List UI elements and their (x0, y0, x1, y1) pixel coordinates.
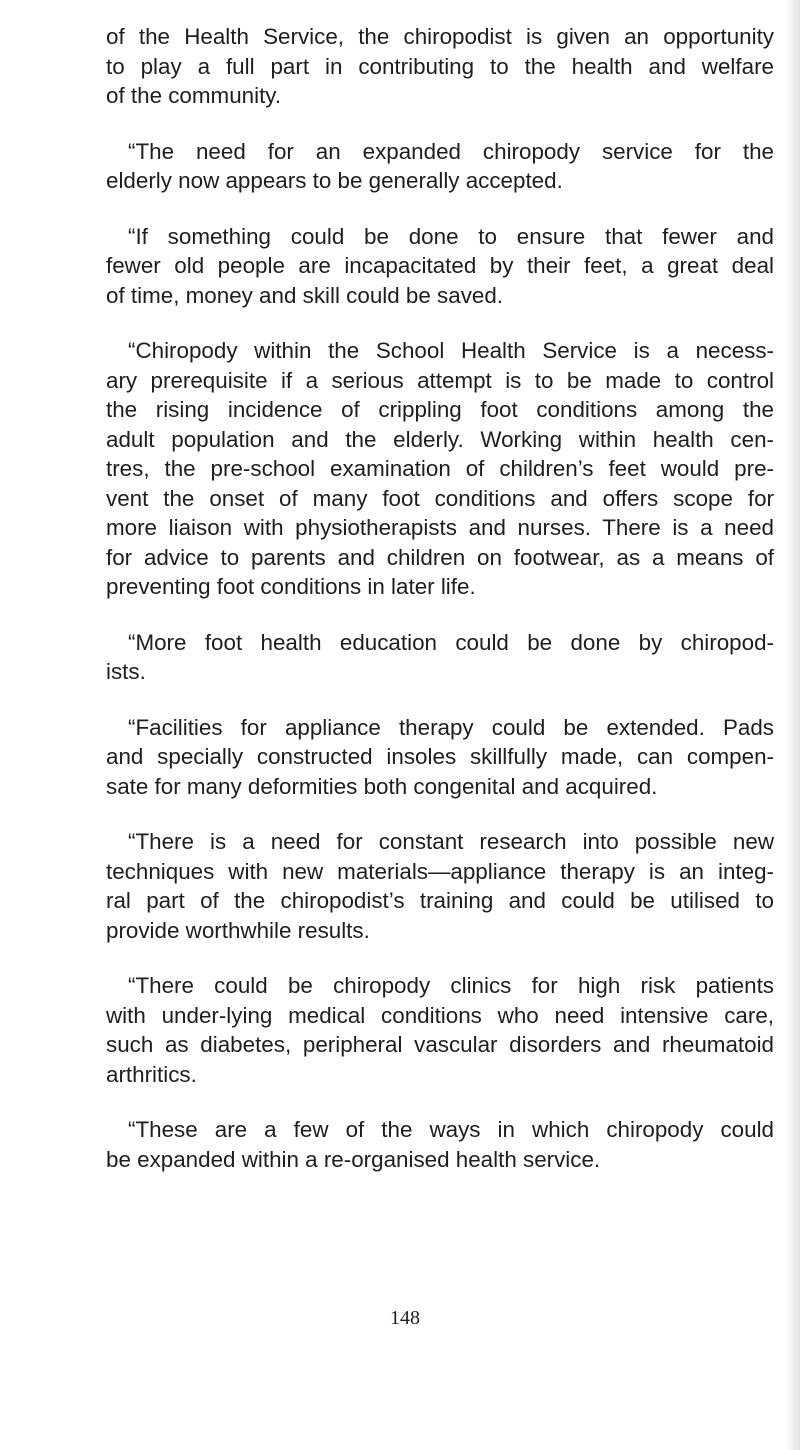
text-line: “These are a few of the ways in which chiropody could (128, 1117, 774, 1142)
text-line: “There is a need for constant research into possible new (128, 829, 774, 854)
text-line: of time, money and skill could be saved. (106, 282, 504, 308)
paragraph-9 (106, 1115, 774, 1174)
text-line: vent the onset of many foot conditions and offers scope for (106, 485, 774, 511)
paragraph-7 (106, 827, 774, 945)
text-line: and specially constructed insoles skillfully made, can compen- (106, 744, 774, 769)
text-line: of the Health Service, the chiropodist is given an opportunity (106, 24, 774, 49)
paragraph-6 (106, 713, 774, 802)
paragraph-1 (106, 22, 774, 111)
paragraph-4 (106, 336, 774, 602)
paragraph-3 (106, 222, 774, 311)
text-line: adult population and the elderly. Working within health cen- (106, 426, 774, 452)
text-line: elderly now appears to be generally accepted. (106, 168, 563, 193)
text-line: for advice to parents and children on footwear, as a means of (106, 544, 774, 570)
text-line: ists. (106, 659, 146, 684)
text-line: “Facilities for appliance therapy could be extended. Pads (128, 714, 774, 740)
text-line: arthritics. (106, 1061, 197, 1087)
text-line: preventing foot conditions in later life. (106, 574, 476, 599)
text-line: provide worthwhile results. (106, 917, 370, 943)
text-line: fewer old people are incapacitated by their feet, a great deal (106, 253, 774, 278)
text-line: sate for many deformities both congenital and acquired. (106, 773, 658, 799)
paragraph-5 (106, 628, 774, 687)
text-line: “The need for an expanded chiropody service for the (128, 138, 774, 164)
page-edge-shadow (786, 0, 800, 1450)
body-text (106, 22, 774, 1200)
text-line: ary prerequisite if a serious attempt is to be made to control (106, 367, 774, 393)
page-number: 148 (390, 1307, 420, 1329)
text-line: techniques with new materials—appliance therapy is an integ- (106, 858, 774, 884)
paragraph-2 (106, 137, 774, 196)
text-line: “Chiropody within the School Health Service is a necess- (128, 338, 774, 363)
text-line: “There could be chiropody clinics for high risk patients (128, 973, 774, 998)
text-line: more liaison with physiotherapists and nurses. There is a need (106, 515, 774, 540)
text-line: “More foot health education could be done by chiropod- (128, 629, 774, 655)
text-line: with under-lying medical conditions who need intensive care, (106, 1002, 774, 1028)
text-line: such as diabetes, peripheral vascular disorders and rheumatoid (106, 1032, 774, 1057)
text-line: tres, the pre-school examination of children’s feet would pre- (106, 456, 774, 481)
text-line: to play a full part in contributing to the health and welfare (106, 53, 774, 79)
text-line: the rising incidence of crippling foot conditions among the (106, 397, 774, 422)
text-line: be expanded within a re-organised health service. (106, 1146, 601, 1172)
text-line: ral part of the chiropodist’s training and could be utilised to (106, 888, 774, 913)
paragraph-8 (106, 971, 774, 1089)
text-line: “If something could be done to ensure that fewer and (128, 223, 774, 249)
text-line: of the community. (106, 83, 282, 108)
